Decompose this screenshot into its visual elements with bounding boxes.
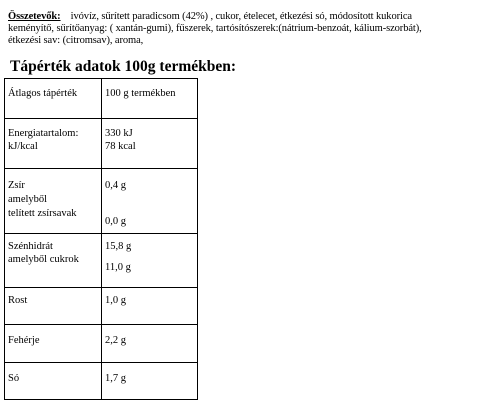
fat-label-line-2: amelyből xyxy=(8,194,48,205)
fat-label-cell xyxy=(5,169,102,234)
protein-value-cell xyxy=(102,325,198,363)
fibre-label-cell xyxy=(5,288,102,325)
fat-value-saturated: 0,0 g xyxy=(105,216,126,227)
nutrition-table xyxy=(4,78,198,400)
fat-label-line-1: Zsír xyxy=(8,180,25,191)
header-label-text: Átlagos tápérték xyxy=(8,88,78,99)
ingredients-line-1: ivóvíz, sűrített paradicsom (42%) , cukor, ételecet, étkezési só, módosított kukorica xyxy=(70,11,412,22)
nutrition-title: Tápérték adatok 100g termékben: xyxy=(10,58,237,75)
energy-label-cell xyxy=(5,119,102,169)
energy-value-kcal: 78 kcal xyxy=(105,141,136,152)
header-cell-value xyxy=(102,79,198,119)
fat-label-line-3: telített zsírsavak xyxy=(8,208,77,219)
header-cell-label xyxy=(5,79,102,119)
energy-label-line-1: Energiatartalom: xyxy=(8,128,79,139)
carbs-value-total: 15,8 g xyxy=(105,241,132,252)
carbs-label-line-1: Szénhidrát xyxy=(8,241,53,252)
table-row-header xyxy=(5,79,198,119)
table-row-fibre xyxy=(5,288,198,325)
carbs-label-line-2: amelyből cukrok xyxy=(8,254,79,265)
salt-label-cell xyxy=(5,363,102,400)
carbs-label-cell xyxy=(5,234,102,288)
energy-value-kj: 330 kJ xyxy=(105,128,133,139)
table-row-energy xyxy=(5,119,198,169)
carbs-value-cell xyxy=(102,234,198,288)
ingredients-text xyxy=(8,11,494,47)
salt-label: Só xyxy=(8,373,20,384)
table-row-carbs xyxy=(5,234,198,288)
carbs-value-sugars: 11,0 g xyxy=(105,262,131,273)
ingredients-label: Összetevők: xyxy=(8,11,61,22)
fibre-value-cell xyxy=(102,288,198,325)
header-value-text: 100 g termékben xyxy=(105,88,176,99)
salt-value-cell xyxy=(102,363,198,400)
ingredients-line-2: keményítő, sűrítőanyag: ( xantán-gumi), fűszerek, tartósítószerek:(nátrium-benzoát, kálium-szorbát), xyxy=(8,23,422,34)
fibre-label: Rost xyxy=(8,295,28,306)
protein-label: Fehérje xyxy=(8,335,40,346)
table-row-fat xyxy=(5,169,198,234)
salt-value: 1,7 g xyxy=(105,373,126,384)
ingredients-line-3: étkezési sav: (citromsav), aroma, xyxy=(8,35,144,46)
table-row-protein xyxy=(5,325,198,363)
fat-value-cell xyxy=(102,169,198,234)
fibre-value: 1,0 g xyxy=(105,295,126,306)
protein-value: 2,2 g xyxy=(105,335,126,346)
table-row-salt xyxy=(5,363,198,400)
protein-label-cell xyxy=(5,325,102,363)
energy-value-cell xyxy=(102,119,198,169)
energy-label-line-2: kJ/kcal xyxy=(8,141,38,152)
fat-value-total: 0,4 g xyxy=(105,180,126,191)
